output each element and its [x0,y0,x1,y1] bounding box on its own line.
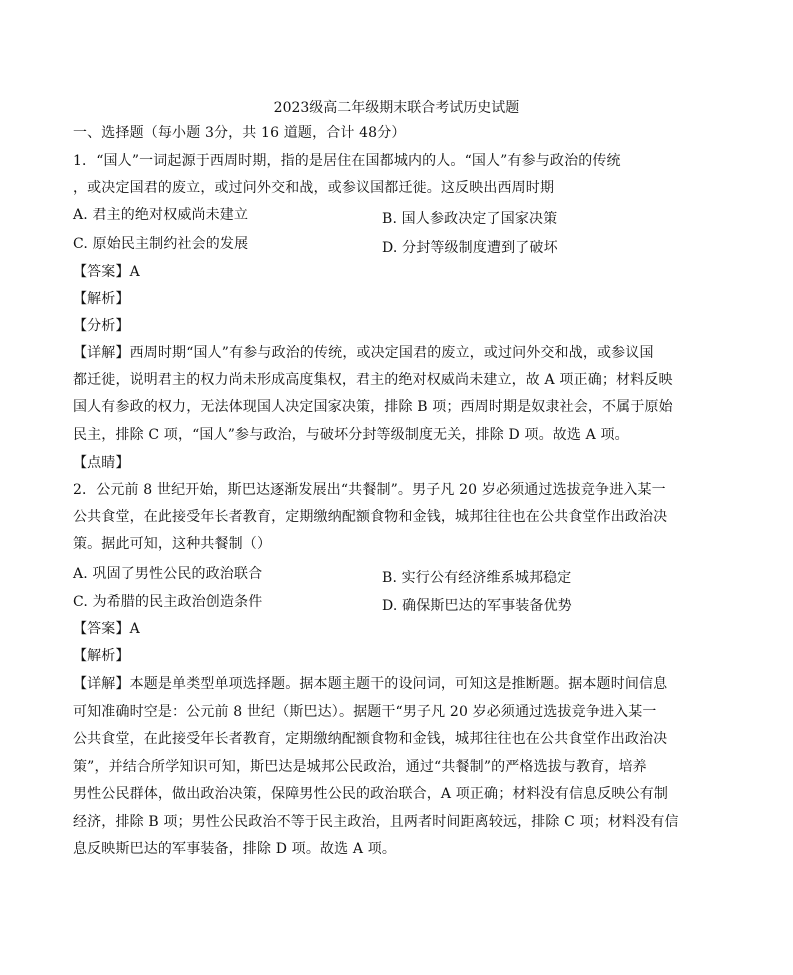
q2-detail-line-4: 策”，并结合所学知识可知，斯巴达是城邦公民政治，通过“共餐制”的严格选拔与教育，培养 [73,759,647,775]
q2-detail-line-3: 公共食堂，在此接受年长者教育，定期缴纳配额食物和金钱，城邦往往也在公共食堂作出政治决 [73,731,668,747]
q1-dianjing-label: 【点睛】 [73,455,130,471]
q1-answer: 【答案】A [73,264,140,280]
q1-detail-line-4: 民主，排除 C 项，“国人”参与政治，与破坏分封等级制度无关，排除 D 项。故选 A 项。 [73,427,629,443]
q1-detail-line-2: 都迁徙，说明君主的权力尚未形成高度集权，君主的绝对权威尚未建立，故 A 项正确；材料反映 [73,372,673,388]
q2-option-b: B. 实行公有经济维系城邦稳定 [382,570,572,586]
q1-option-d: D. 分封等级制度遭到了破坏 [382,240,558,256]
q2-detail-line-2: 可知准确时空是：公元前 8 世纪（斯巴达）。据题干“男子凡 20 岁必须通过选拔竞争进入某一 [73,704,657,720]
q2-option-c: C. 为希腊的民主政治创造条件 [73,594,263,610]
q1-analysis-label: 【解析】 [73,291,130,307]
q2-analysis-label: 【解析】 [73,648,130,664]
q1-stem-line-1: 1．“国人”一词起源于西周时期，指的是居住在国都城内的人。“国人”有参与政治的传统 [73,153,621,169]
q2-option-d: D. 确保斯巴达的军事装备优势 [382,598,572,614]
q1-stem-line-2: ，或决定国君的废立，或过问外交和战，或参议国都迁徙。这反映出西周时期 [73,180,555,196]
q2-stem-line-2: 公共食堂，在此接受年长者教育，定期缴纳配额食物和金钱，城邦往往也在公共食堂作出政治决 [73,509,668,525]
q2-detail-line-1: 【详解】本题是单类型单项选择题。据本题主题干的设问词，可知这是推断题。据本题时间信息 [73,676,668,692]
q2-option-a: A. 巩固了男性公民的政治联合 [73,566,263,582]
q1-detail-line-1: 【详解】西周时期“国人”有参与政治的传统，或决定国君的废立，或过问外交和战，或参议国 [73,345,654,361]
q2-detail-line-7: 息反映斯巴达的军事装备，排除 D 项。故选 A 项。 [73,841,397,857]
q1-option-c: C. 原始民主制约社会的发展 [73,236,249,252]
q1-detail-line-3: 国人有参政的权力，无法体现国人决定国家决策，排除 B 项；西周时期是奴隶社会，不属于原始 [73,399,673,415]
q1-option-a: A. 君主的绝对权威尚未建立 [73,207,249,223]
exam-title: 2023级高二年级期末联合考试历史试题 [273,100,520,116]
q2-stem-line-1: 2．公元前 8 世纪开始，斯巴达逐渐发展出“共餐制”。男子凡 20 岁必须通过选拔竞争进入某一 [73,482,666,498]
q1-option-b: B. 国人参政决定了国家决策 [382,211,558,227]
q2-stem-line-3: 策。据此可知，这种共餐制（） [73,536,272,552]
q2-detail-line-6: 经济，排除 B 项；男性公民政治不等于民主政治，且两者时间距离较远，排除 C 项；材料没有信 [73,814,679,830]
q2-detail-line-5: 男性公民群体，做出政治决策，保障男性公民的政治联合，A 项正确；材料没有信息反映公有制 [73,786,669,802]
q1-fenxi-label: 【分析】 [73,318,130,334]
q2-answer: 【答案】A [73,621,140,637]
section-heading: 一、选择题（每小题 3分，共 16 道题，合计 48分） [73,125,406,141]
